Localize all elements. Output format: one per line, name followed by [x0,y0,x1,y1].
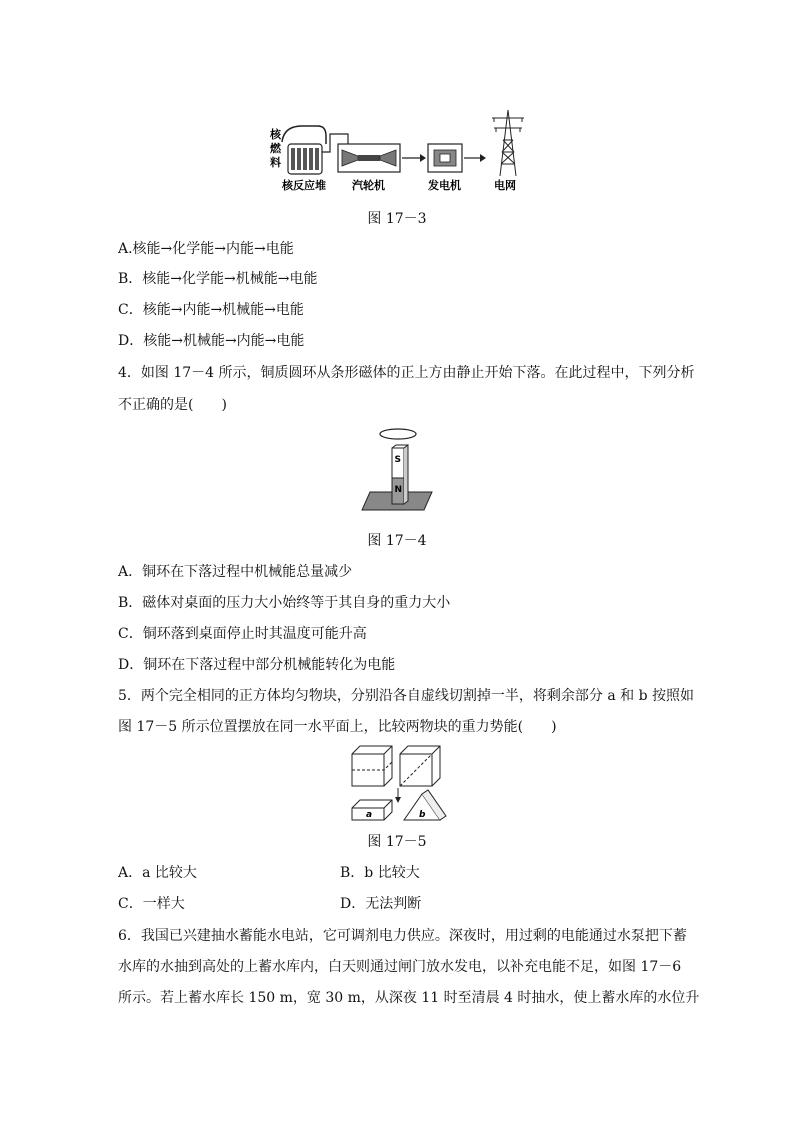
option-c: C．核能→内能→机械能→电能 [118,302,304,318]
magnet-pole-s: S [394,455,401,465]
reactor-label: 核反应堆 [282,179,326,192]
block-b-label: b [419,810,426,820]
question-6-line-1: 6．我国已兴建抽水蓄能水电站，它可调剂电力供应。深夜时，用过剩的电能通过水泵把下蓄 [118,928,687,944]
figure-caption: 图 17－5 [367,834,427,850]
generator-label: 发电机 [428,179,461,192]
figure-17-4-diagram [358,426,438,514]
turbine-label: 汽轮机 [352,179,385,192]
question-6-line-2: 水库的水抽到高处的上蓄水库内，白天则通过闸门放水发电，以补充电能不足，如图 17－6 [118,959,682,975]
option-d: D．核能→机械能→内能→电能 [118,333,305,349]
figure-17-3-diagram [262,100,534,196]
option-a: A．铜环在下落过程中机械能总量减少 [118,564,353,580]
question-6-line-3: 所示。若上蓄水库长 150 m，宽 30 m，从深夜 11 时至清晨 4 时抽水，使上蓄水库的水位升 [118,990,700,1006]
option-c: C．铜环落到桌面停止时其温度可能升高 [118,626,367,642]
option-d: D．铜环在下落过程中部分机械能转化为电能 [118,657,396,673]
fuel-pipe [282,126,326,144]
generator-icon [428,144,462,172]
bar-magnet [392,445,408,504]
option-c: C．一样大 [118,896,185,912]
grid-label: 电网 [494,179,516,192]
block-a-label: a [366,810,373,820]
figure-caption: 图 17－3 [367,211,427,227]
figure-17-5-diagram [348,744,448,824]
magnet-pole-n: N [394,485,403,495]
option-a: A．a 比较大 [118,865,197,881]
fuel-label-char: 燃 [270,142,281,155]
fuel-label-char: 核 [270,128,281,141]
option-b: B．磁体对桌面的压力大小始终等于其自身的重力大小 [118,595,451,611]
cube-diagonal-cut [400,746,440,786]
turbine-icon [338,144,400,172]
question-4-line-1: 4．如图 17－4 所示，铜质圆环从条形磁体的正上方由静止开始下落。在此过程中，下列分析 [118,365,695,381]
question-5-line-2: 图 17－5 所示位置摆放在同一水平面上，比较两物块的重力势能( ) [118,719,557,735]
question-4-line-2: 不正确的是( ) [118,397,227,413]
fuel-label-char: 料 [270,156,281,169]
copper-ring [380,429,416,439]
reactor-icon [288,144,322,174]
cube-horizontal-cut [352,746,392,786]
question-5-line-1: 5．两个完全相同的正方体均匀物块，分别沿各自虚线切割掉一半，将剩余部分 a 和 b 按照如 [118,688,695,704]
option-a: A.核能→化学能→内能→电能 [118,241,294,257]
option-b: B．核能→化学能→机械能→电能 [118,271,318,287]
option-b: B．b 比较大 [340,865,420,881]
power-tower-icon [492,110,524,176]
option-d: D．无法判断 [340,896,422,912]
figure-caption: 图 17－4 [367,533,427,549]
